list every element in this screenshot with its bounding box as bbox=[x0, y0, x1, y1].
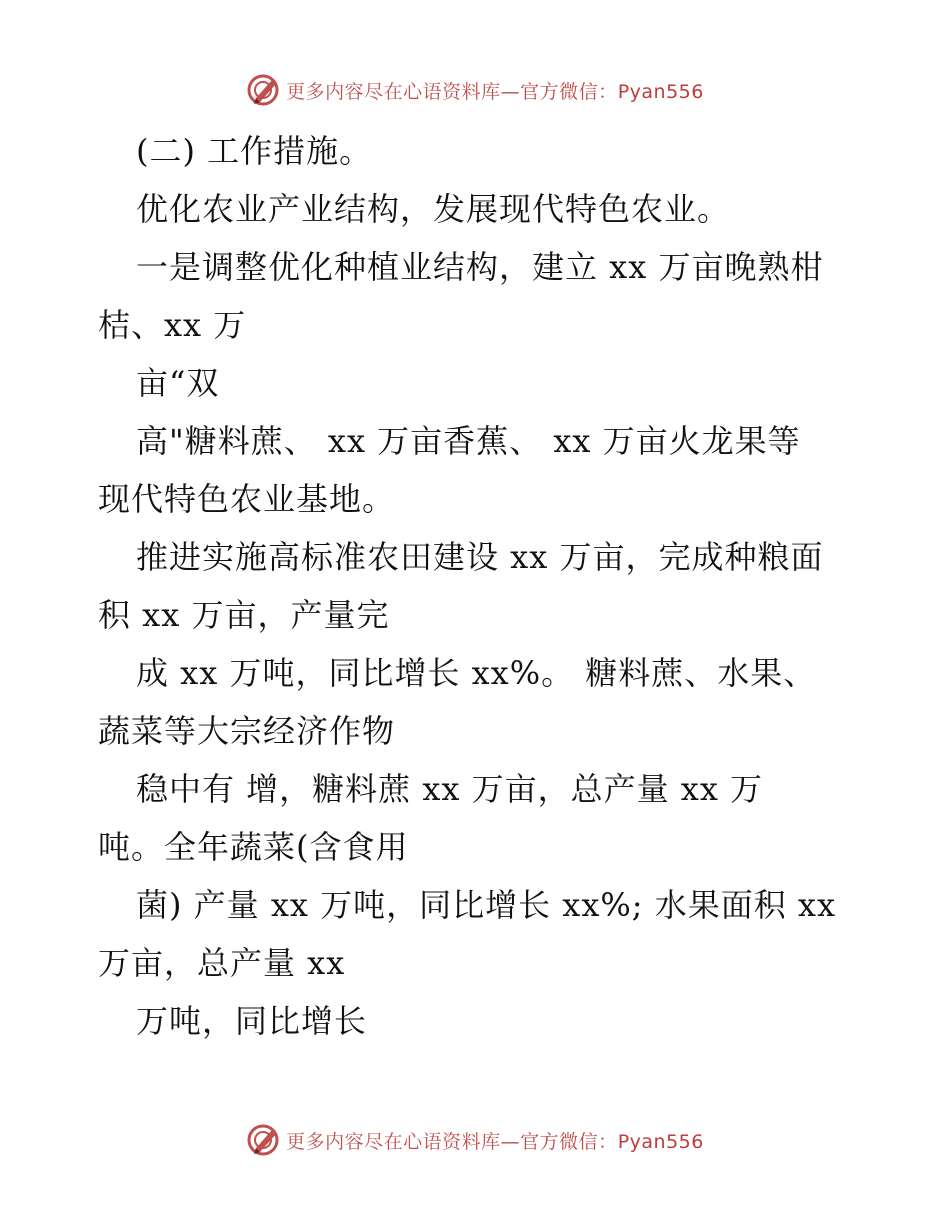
pen-logo-icon bbox=[246, 72, 282, 108]
watermark-text: 更多内容尽在心语资料库—官方微信：Pyan556 bbox=[286, 1130, 704, 1153]
paragraph-line: 稳中有 增，糖料蔗 xx 万亩，总产量 xx 万 bbox=[136, 770, 764, 808]
paragraph-line: 菌) 产量 xx 万吨，同比增长 xx%; 水果面积 xx bbox=[136, 886, 836, 924]
header-watermark bbox=[0, 72, 950, 108]
paragraph-line: 桔、xx 万 bbox=[98, 306, 247, 344]
paragraph-line: 现代特色农业基地。 bbox=[98, 480, 396, 518]
watermark-text: 更多内容尽在心语资料库—官方微信：Pyan556 bbox=[286, 80, 704, 103]
paragraph-line: (二) 工作措施。 bbox=[136, 132, 373, 170]
paragraph-line: 一是调整优化种植业结构，建立 xx 万亩晚熟柑 bbox=[136, 248, 824, 286]
paragraph-line: 万亩，总产量 xx bbox=[98, 944, 346, 982]
footer-watermark bbox=[0, 1122, 950, 1158]
paragraph-line: 吨。全年蔬菜(含食用 bbox=[98, 828, 409, 866]
paragraph-line: 成 xx 万吨，同比增长 xx%。 糖料蔗、水果、 bbox=[136, 654, 817, 692]
paragraph-line: 高"糖料蔗、 xx 万亩香蕉、 xx 万亩火龙果等 bbox=[136, 422, 801, 460]
paragraph-line: 万吨，同比增长 bbox=[136, 1002, 368, 1040]
paragraph-line: 积 xx 万亩，产量完 bbox=[98, 596, 390, 634]
pen-logo-icon bbox=[246, 1122, 282, 1158]
paragraph-line: 优化农业产业结构，发展现代特色农业。 bbox=[136, 190, 731, 228]
paragraph-line: 亩“双 bbox=[136, 364, 220, 402]
paragraph-line: 推进实施高标准农田建设 xx 万亩，完成种粮面 bbox=[136, 538, 824, 576]
paragraph-line: 蔬菜等大宗经济作物 bbox=[98, 712, 396, 750]
document-body bbox=[98, 122, 858, 1050]
